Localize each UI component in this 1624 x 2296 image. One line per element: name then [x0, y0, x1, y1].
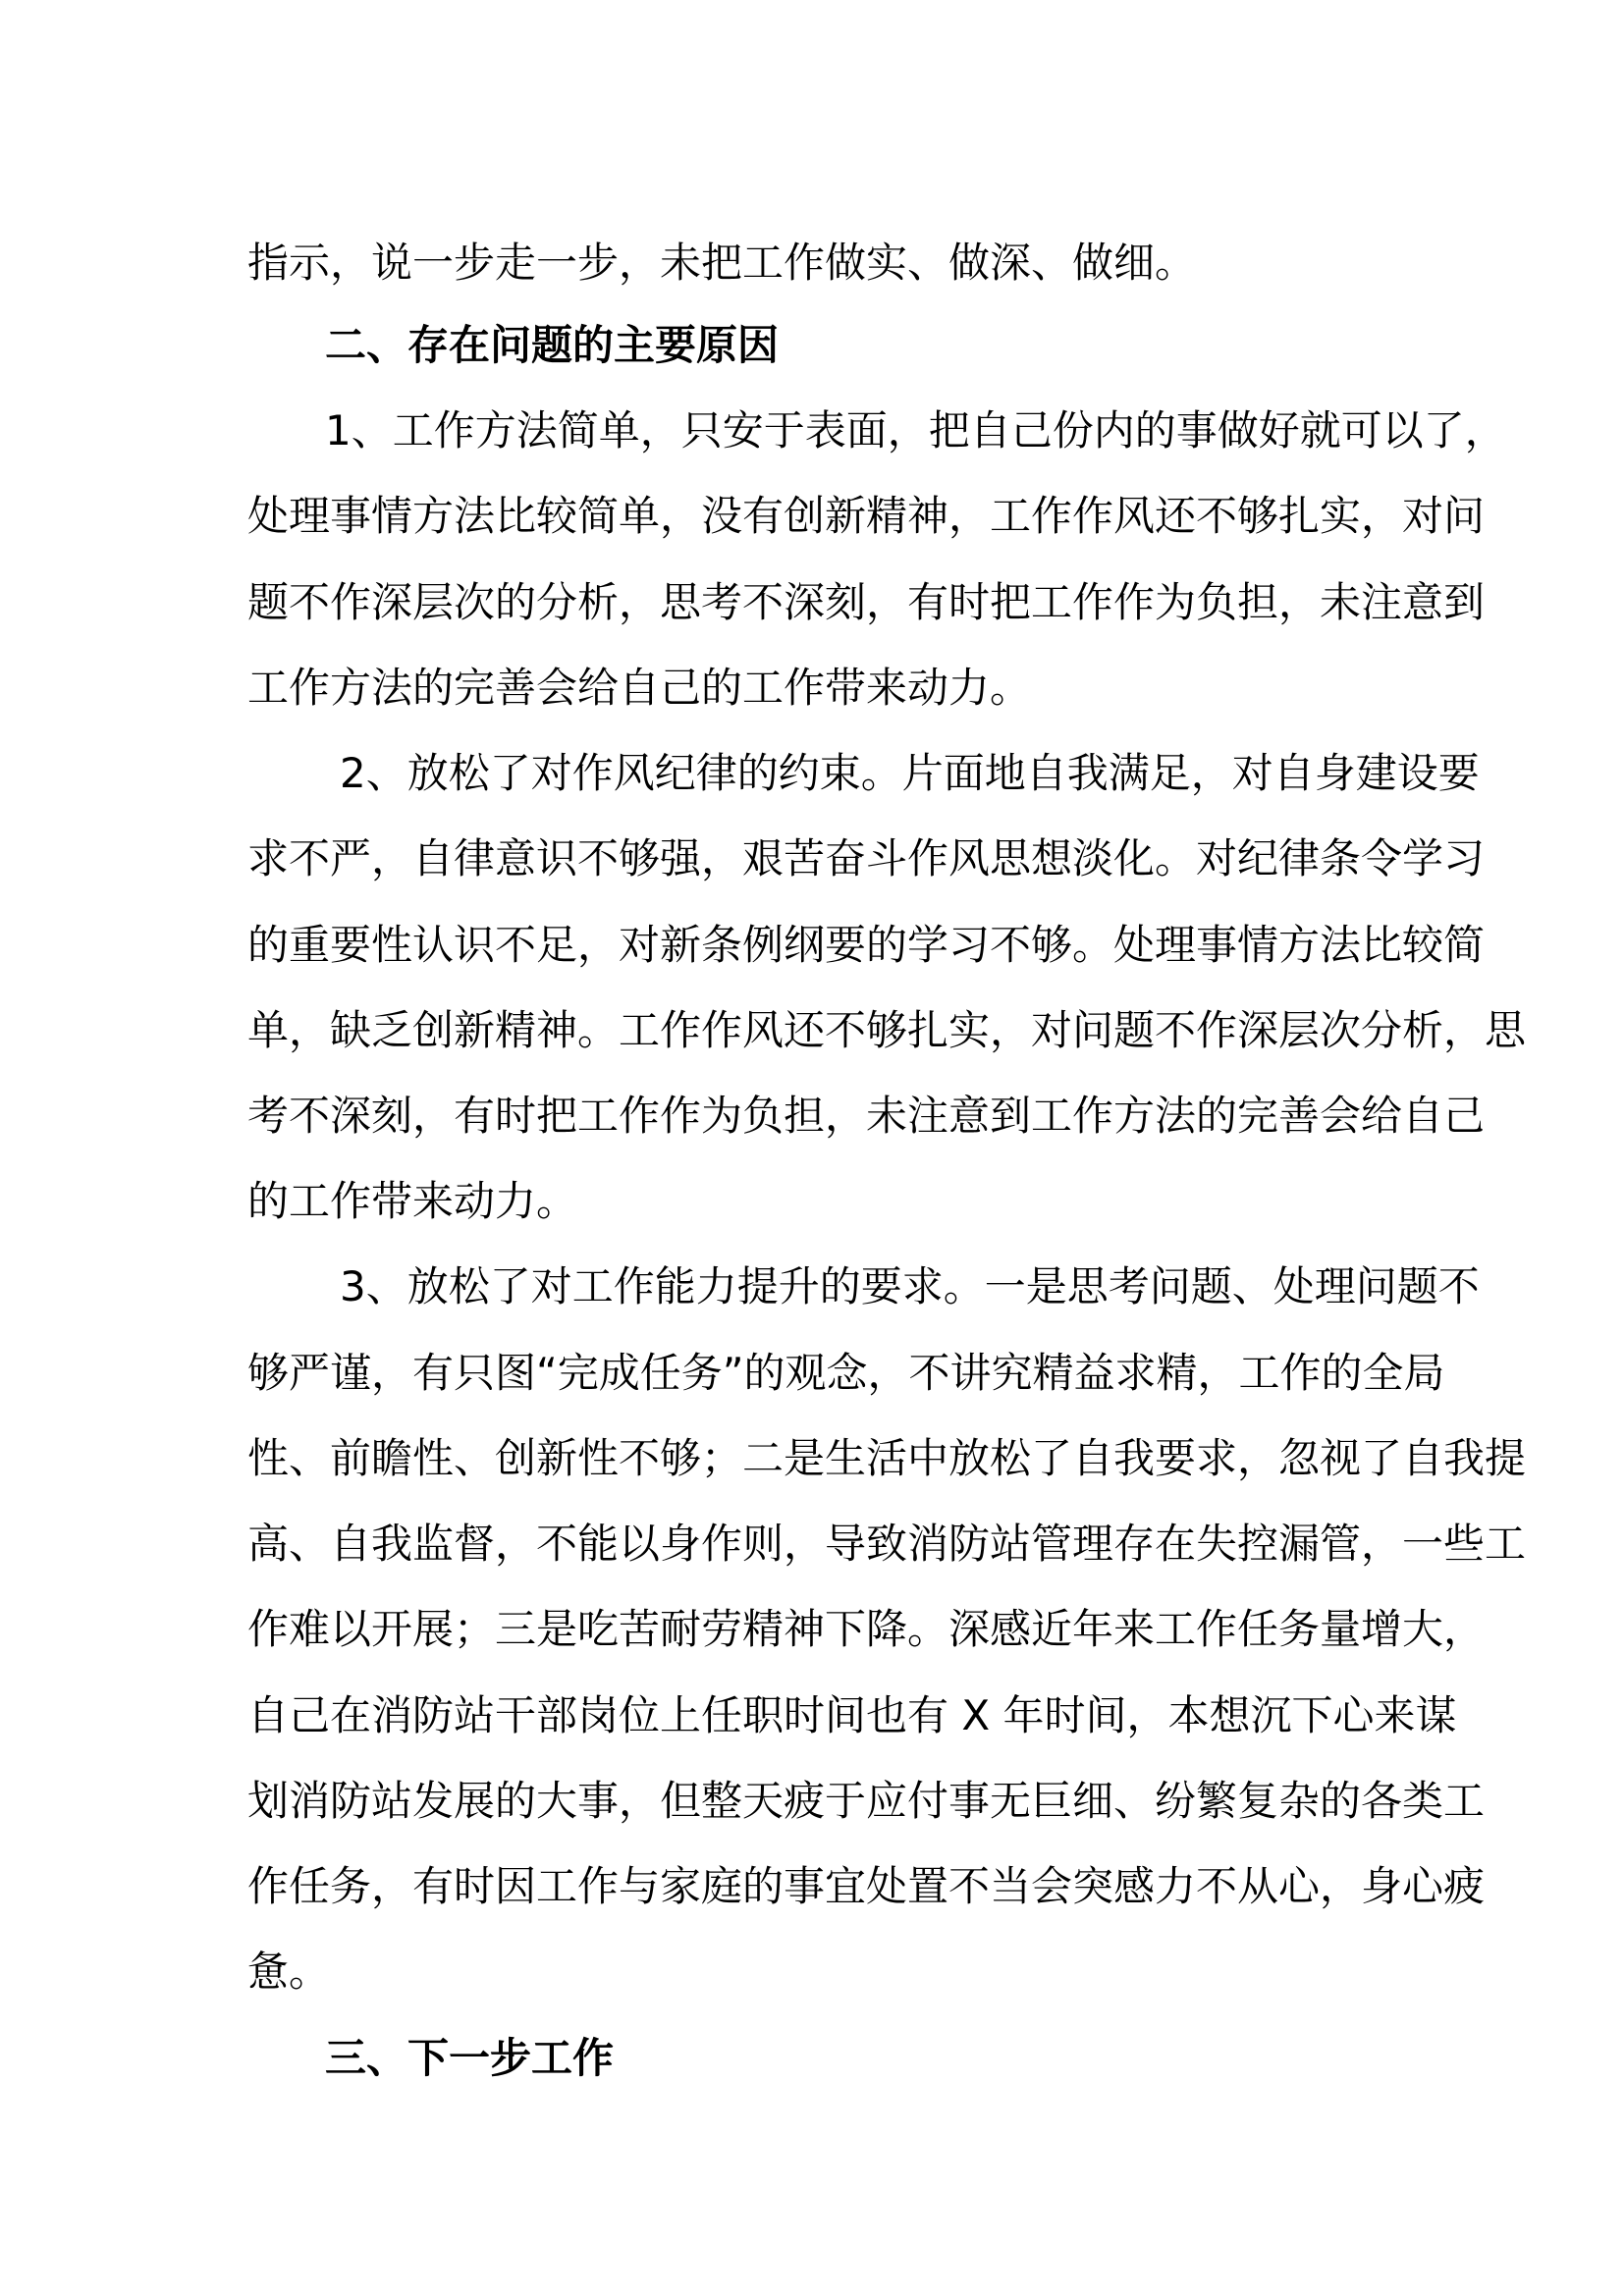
paragraph-line: 指示，说一步走一步，未把工作做实、做深、做细。: [247, 239, 1197, 287]
section-heading-causes: 二、存在问题的主要原因: [325, 321, 780, 369]
paragraph-line: 1、工作方法简单，只安于表面，把自己份内的事做好就可以了，: [325, 406, 1506, 454]
paragraph-line: 考不深刻，有时把工作作为负担，未注意到工作方法的完善会给自己: [247, 1092, 1486, 1140]
paragraph-line: 够严谨，有只图“完成任务”的观念，不讲究精益求精，工作的全局: [247, 1349, 1445, 1397]
paragraph-line: 性、前瞻性、创新性不够；二是生活中放松了自我要求，忽视了自我提: [247, 1434, 1527, 1482]
paragraph-line: 题不作深层次的分析，思考不深刻，有时把工作作为负担，未注意到: [247, 578, 1486, 626]
paragraph-line: 的工作带来动力。: [247, 1177, 578, 1225]
paragraph-line: 高、自我监督，不能以身作则，导致消防站管理存在失控漏管，一些工: [247, 1520, 1527, 1568]
paragraph-line: 自己在消防站干部岗位上任职时间也有 X 年时间，本想沉下心来谋: [247, 1691, 1457, 1739]
paragraph-line: 惫。: [247, 1948, 331, 1996]
paragraph-line: 处理事情方法比较简单，没有创新精神，工作作风还不够扎实，对问: [247, 492, 1486, 540]
paragraph-line: 3、放松了对工作能力提升的要求。一是思考问题、处理问题不: [340, 1262, 1480, 1310]
paragraph-line: 划消防站发展的大事，但整天疲于应付事无巨细、纷繁复杂的各类工: [247, 1777, 1486, 1825]
paragraph-line: 单，缺乏创新精神。工作作风还不够扎实，对问题不作深层次分析，思: [247, 1006, 1527, 1054]
paragraph-line: 作任务，有时因工作与家庭的事宜处置不当会突感力不从心，身心疲: [247, 1862, 1486, 1910]
paragraph-line: 工作方法的完善会给自己的工作带来动力。: [247, 664, 1032, 712]
paragraph-line: 2、放松了对作风纪律的约束。片面地自我满足，对自身建设要: [340, 749, 1480, 797]
paragraph-line: 作难以开展；三是吃苦耐劳精神下降。深感近年来工作任务量增大，: [247, 1605, 1486, 1653]
paragraph-line: 求不严，自律意识不够强，艰苦奋斗作风思想淡化。对纪律条令学习: [247, 834, 1486, 882]
paragraph-line: 的重要性认识不足，对新条例纲要的学习不够。处理事情方法比较简: [247, 921, 1486, 969]
section-heading-next-steps: 三、下一步工作: [325, 2034, 615, 2082]
